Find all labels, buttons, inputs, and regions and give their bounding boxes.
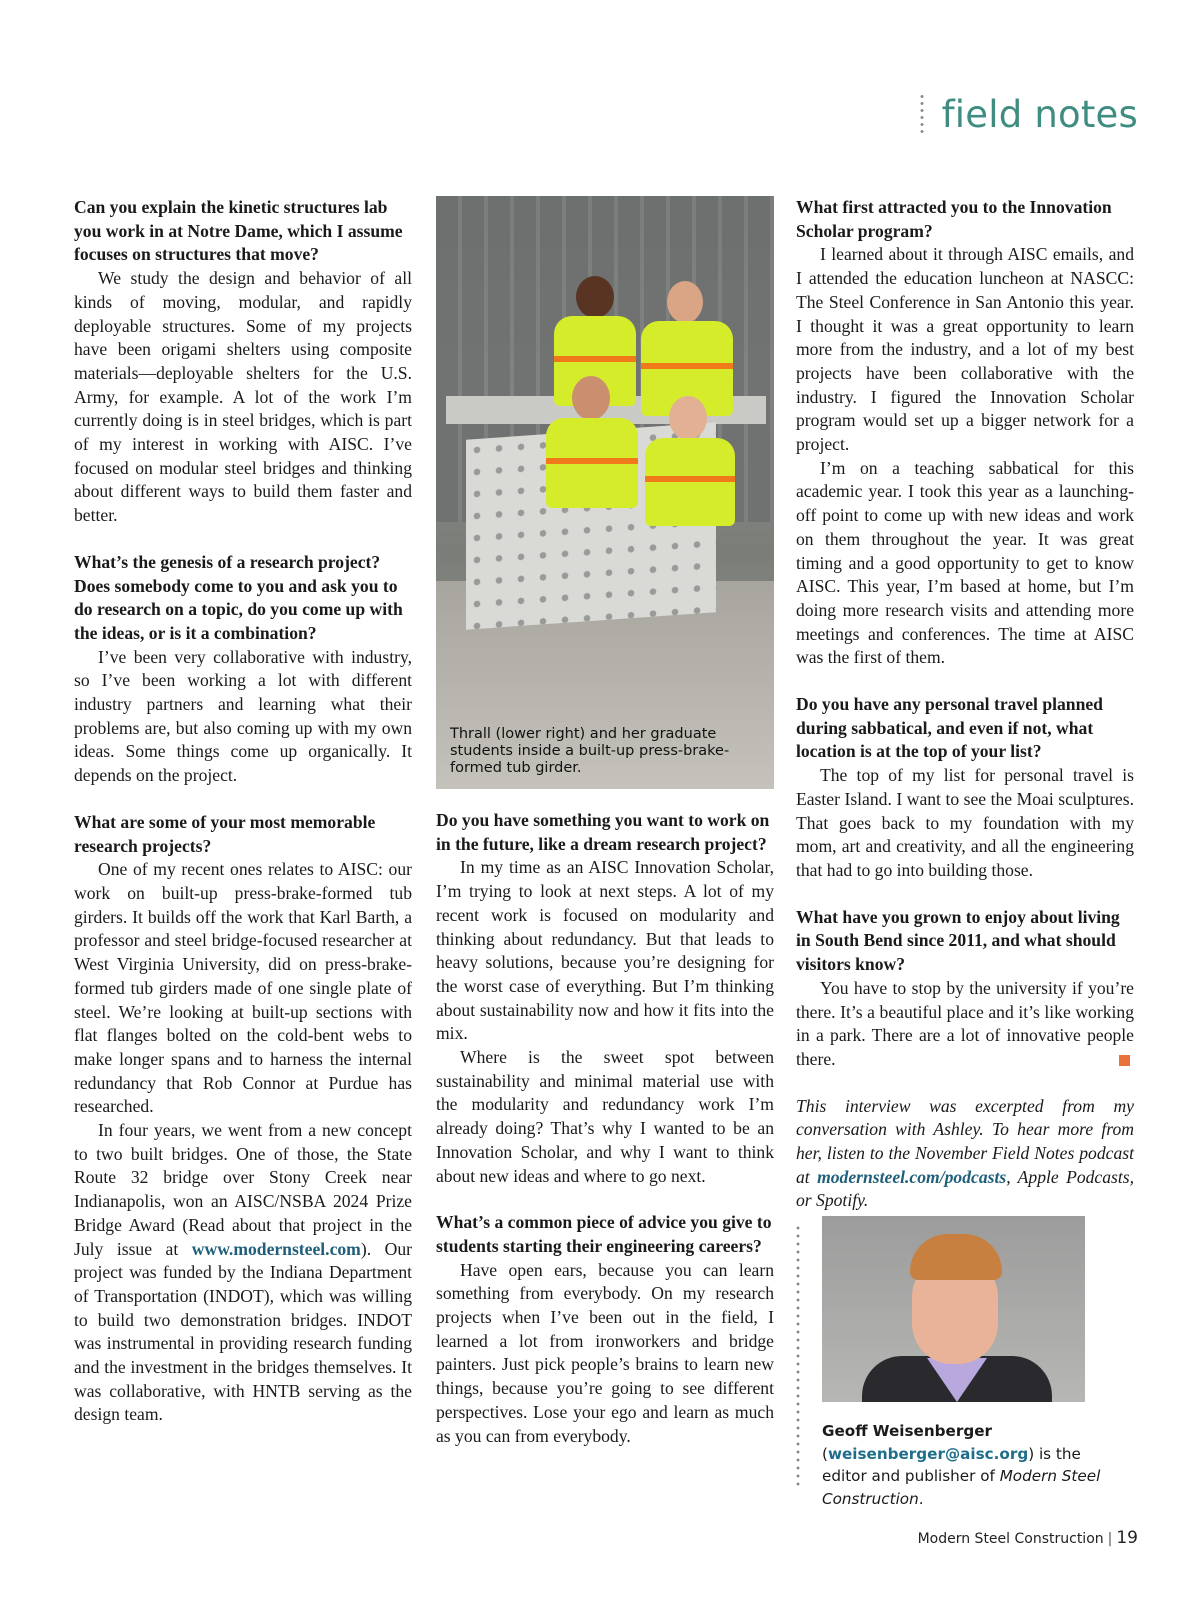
question-memorable: What are some of your most memorable research projects? [74,811,376,856]
podcast-note-text-2: , Apple Podcasts, or Spotify. [796,1166,1135,1211]
podcasts-link[interactable]: modernsteel.com/podcasts [817,1166,1007,1187]
answer-sweet-spot: Where is the sweet spot between sustainability and minimal material use with the modularity and redundancy work I’m already doing? That’s why I wanted to be an Innovation Scholar, and why I want to think about new ideas and where to go next. [436,1047,774,1186]
dotted-divider [920,93,924,135]
answer-future: In my time as an AISC Innovation Scholar, I’m trying to look at next steps. A lot of my recent work is focused on modularity and thinking about redundancy. But that leads to heavy solutions, because you’re designing for the worst case of everything. But I’m thinking about sustainability now and how it fits into the mix. [436,857,774,1044]
answer-memorable: One of my recent ones relates to AISC: our work on built-up press-brake-formed tub girders. It builds off the work that Karl Barth, a professor and steel bridge-focused researcher at West Virginia University, did on press-brake-formed tub girders made of one single plate of steel. We’re looking at built-up sections with flat flanges bolted on the cold-bent webs to make longer spans and to harness the internal redundancy that Rob Connor at Purdue has researched. [74,859,412,1117]
answer-genesis: I’ve been very collaborative with industry, so I’ve been working a lot with different industry partners and learning what their problems are, but also coming up with my own ideas. Some things come up organically. It depends on the project. [74,646,412,786]
column-2 [436,196,774,1448]
bio-text-mid: ) is the editor and publisher of [822,1444,1081,1485]
page-footer [918,1528,1138,1548]
photo-caption: Thrall (lower right) and her graduate students inside a built-up press-brake-formed tub girder. [450,726,730,776]
modernsteel-link[interactable]: www.modernsteel.com [191,1238,361,1259]
author-email-link[interactable]: weisenberger@aisc.org [827,1444,1029,1463]
section-header [920,88,1138,140]
bio-paren-open: ( [822,1444,828,1463]
podcast-note [796,1095,1134,1214]
question-travel: Do you have any personal travel planned during sabbatical, and even if not, what location is at the top of your list? [796,694,1103,762]
answer-travel: The top of my list for personal travel is Easter Island. I want to see the Moai sculptures. That goes back to my foundation with my mom, art and creativity, and all the engineering that had to go into building those. [796,765,1134,880]
section-title: field notes [941,92,1138,136]
question-south-bend: What have you grown to enjoy about living in South Bend since 2011, and what should visitors know? [796,906,1120,975]
answer-south-bend [796,977,1134,1072]
question-attracted: What first attracted you to the Innovation Scholar program? [796,197,1112,241]
page-number: 19 [1116,1528,1138,1548]
answer-four-years-text-2: ). Our project was funded by the Indiana Department of Transportation (INDOT), which was willing to build two demonstration bridges. INDOT was instrumental in providing research funding and the investment in the bridges themselves. It was collaborative, with HNTB serving as the design team. [74,1238,412,1425]
podcast-note-text: This interview was excerpted from my conversation with Ashley. To hear more from her, listen to the November Field Notes podcast at [796,1095,1134,1187]
question-future: Do you have something you want to work on in the future, like a dream research project? [436,810,770,854]
end-mark-icon [1119,1055,1130,1066]
author-portrait [822,1216,1085,1402]
portrait-hair [910,1234,1002,1280]
students-photo [436,196,774,789]
answer-south-bend-text: You have to stop by the university if you’re there. It’s a beautiful place and it’s like working in a park. There are a lot of innovative people there. [796,977,1134,1069]
answer-advice: Have open ears, because you can learn something from everybody. On my research projects when I’ve been out in the field, I learned a lot from ironworkers and bridge painters. Just pick people’s brains to learn new things, because you’re going to see different perspectives. Lose your ego and learn as much as you can from everybody. [436,1259,774,1446]
answer-attracted: I learned about it through AISC emails, and I attended the education luncheon at NASCC: The Steel Conference in San Antonio this year. I thought it was a great opportunity to learn more from the industry, and a lot of my best projects have been collaborative with the industry. I figured the Innovation Scholar program would set up a bigger network for a project. [796,244,1134,455]
footer-separator: | [1107,1531,1113,1547]
column-1 [74,196,412,1427]
bio-dotted-divider [796,1224,800,1486]
bio-text [822,1420,1122,1510]
footer-publication: Modern Steel Construction [917,1531,1104,1547]
answer-four-years [74,1119,412,1427]
answer-lab: We study the design and behavior of all kinds of moving, modular, and rapidly deployable structures. Some of my projects have been origami shelters using composite materials—deployable shelters for the U.S. Army, for example. A lot of the work I’m currently doing is in steel bridges, which is part of my interest in working with AISC. I’ve focused on modular steel bridges and thinking about different ways to build them faster and better. [74,268,412,526]
question-lab: Can you explain the kinetic structures lab you work in at Notre Dame, which I assume focuses on structures that move? [74,197,403,265]
question-advice: What’s a common piece of advice you give to students starting their engineering careers? [436,1212,772,1256]
bio-period: . [918,1489,924,1508]
question-genesis: What’s the genesis of a research project? Does somebody come to you and ask you to do research on a topic, do you come up with the ideas, or is it a combination? [74,551,403,643]
bio-publication: Modern Steel Construction [822,1467,1101,1508]
answer-four-years-text: In four years, we went from a new concept to two built bridges. One of those, the State Route 32 bridge over Stony Creek near Indianapolis, won an AISC/NSBA 2024 Prize Bridge Award (Read about that project in the July issue at [74,1120,412,1259]
author-name: Geoff Weisenberger [822,1422,992,1440]
column-3 [796,196,1134,1213]
answer-sabbatical: I’m on a teaching sabbatical for this academic year. I took this year as a launching-off point to come up with new ideas and work on them throughout the year. It was great timing and a good opportunity to get to know AISC. This year, I’m based at home, but I’m doing more research visits and attending more meetings and conferences. The time at AISC was the first of them. [796,457,1134,668]
author-bio [796,1216,1136,1508]
